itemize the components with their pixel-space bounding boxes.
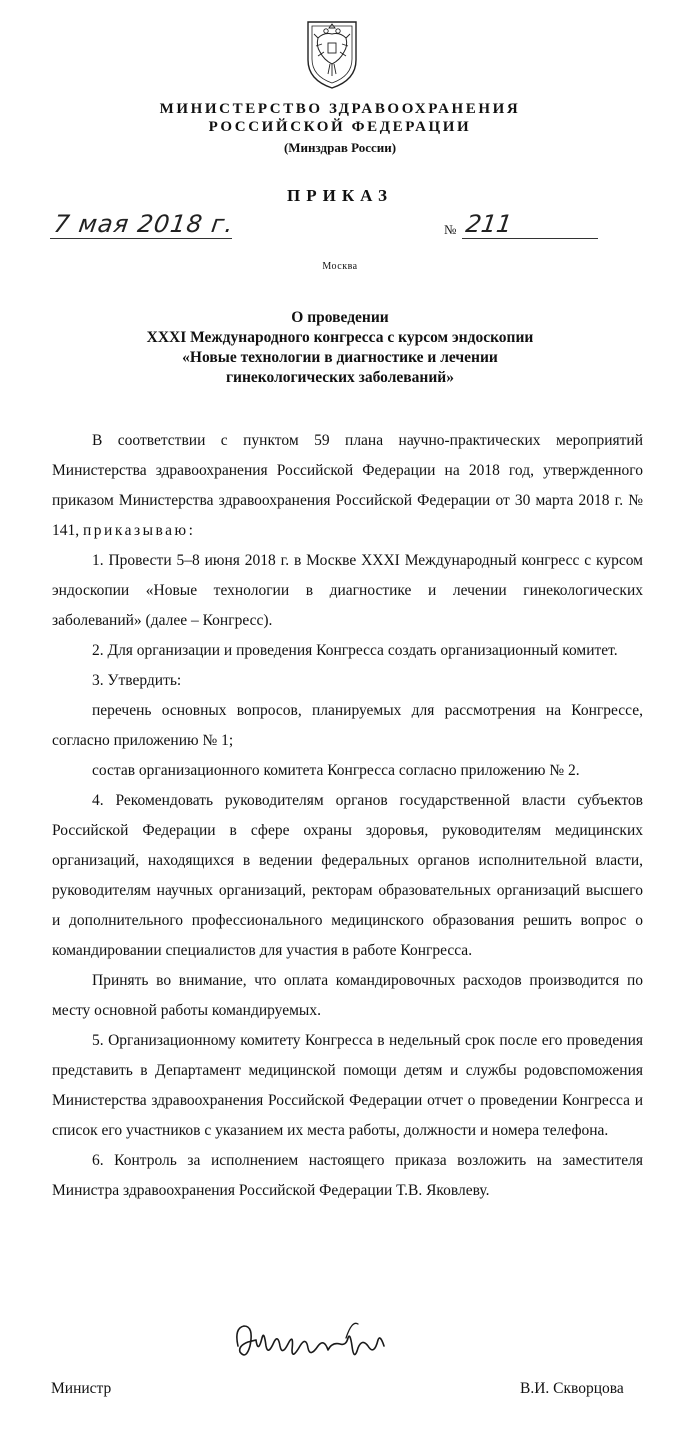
item-2: 2. Для организации и проведения Конгресса создать организационный комитет. xyxy=(92,642,618,659)
title-line: гинекологических заболеваний» xyxy=(226,369,454,386)
document-type: ПРИКАЗ xyxy=(287,186,393,205)
ministry-name-line2: РОССИЙСКОЙ ФЕДЕРАЦИИ xyxy=(208,119,472,135)
item-4-note: Принять во внимание, что оплата командировочных расходов производится по месту основной работы командируемых. xyxy=(52,972,643,1019)
signatory-position: Министр xyxy=(51,1380,112,1397)
city: Москва xyxy=(322,261,358,272)
item-5: 5. Организационному комитету Конгресса в недельный срок после его проведения представить в Департамент медицинской помощи детям и службы родовспоможения Министерства здравоохранения Российской Федерации отчет о проведении Конгресса и список его участников с указанием их места работы, должности и номера телефона. xyxy=(52,1032,643,1139)
preamble-paragraph xyxy=(52,426,643,546)
order-date: 7 мая 2018 г. xyxy=(52,210,236,238)
title-line: «Новые технологии в диагностике и лечении xyxy=(182,349,498,366)
ministry-name-line1: МИНИСТЕРСТВО ЗДРАВООХРАНЕНИЯ xyxy=(159,101,521,117)
ministry-short-name: (Минздрав России) xyxy=(283,140,397,155)
order-word: приказываю: xyxy=(83,522,196,539)
item-4: 4. Рекомендовать руководителям органов государственной власти субъектов Российской Федерации в сфере охраны здоровья, руководителям медицинских организаций, находящихся в ведении федеральных органов исполнительной власти, руководителям научных организаций, ректорам образовательных организаций высшего и дополнительного профессионального медицинского образования решить вопрос о командировании специалистов для участия в работе Конгресса. xyxy=(52,792,643,959)
item-1: 1. Провести 5–8 июня 2018 г. в Москве XXXI Международный конгресс с курсом эндоскопии «Новые технологии в диагностике и лечении гинекологических заболеваний» (далее – Конгресс). xyxy=(52,552,643,629)
handwritten-signature xyxy=(228,1316,398,1376)
date-underline xyxy=(50,238,232,239)
preamble-text: В соответствии с пунктом 59 плана научно-практических мероприятий Министерства здравоохранения Российской Федерации на 2018 год, утвержденного приказом Министерства здравоохранения Российской Федерации от 30 марта 2018 г. № 141, xyxy=(52,432,643,539)
item-3-list-a: перечень основных вопросов, планируемых для рассмотрения на Конгрессе, согласно приложению № 1; xyxy=(52,702,643,749)
order-number: 211 xyxy=(464,210,514,238)
coat-of-arms-emblem-icon xyxy=(302,16,362,92)
order-body xyxy=(52,426,643,1206)
signatory-name: В.И. Скворцова xyxy=(520,1380,624,1397)
number-underline xyxy=(462,238,598,239)
order-title xyxy=(60,308,620,388)
title-line: О проведении xyxy=(291,309,389,326)
item-3: 3. Утвердить: xyxy=(92,672,182,689)
title-line: XXXI Международного конгресса с курсом эндоскопии xyxy=(146,329,534,346)
item-3-list-b: состав организационного комитета Конгресса согласно приложению № 2. xyxy=(92,762,580,779)
item-6: 6. Контроль за исполнением настоящего приказа возложить на заместителя Министра здравоохранения Российской Федерации Т.В. Яковлеву. xyxy=(52,1152,643,1199)
number-sign: № xyxy=(444,222,457,237)
